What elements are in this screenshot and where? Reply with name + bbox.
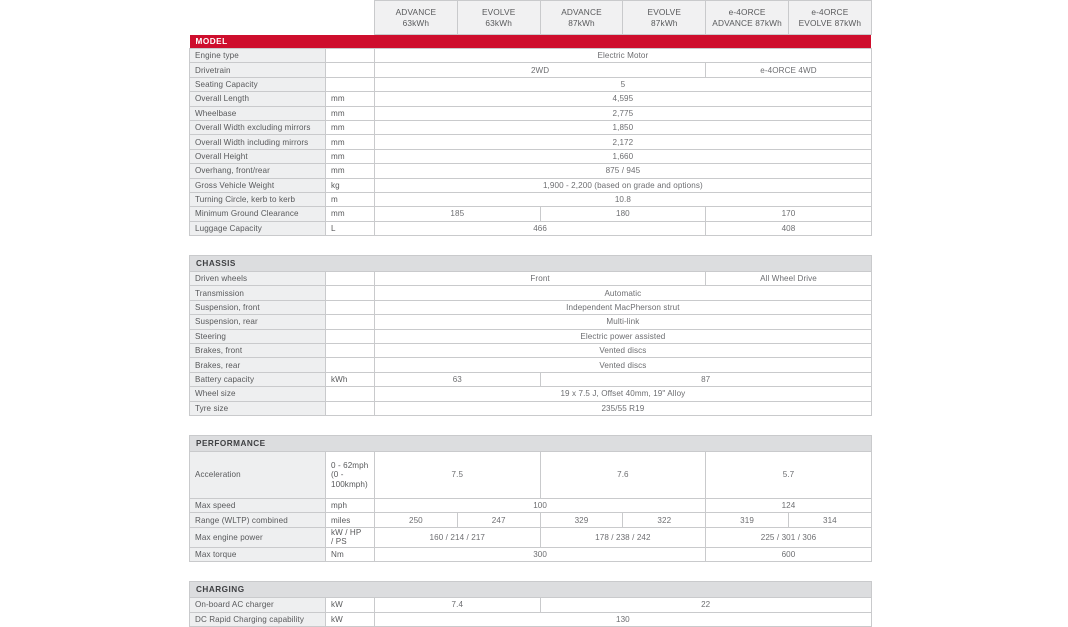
table-row (190, 272, 872, 286)
row-unit-line1: 0 - 62mph (331, 460, 369, 470)
value-cell: 5 (375, 77, 872, 91)
value-cell: 300 (375, 547, 706, 561)
row-unit: mph (326, 498, 375, 512)
table-row (190, 178, 872, 192)
section-gap-cell (190, 562, 872, 582)
row-unit: L (326, 221, 375, 235)
value-cell: Multi-link (375, 315, 872, 329)
row-label: Overall Length (190, 92, 326, 106)
value-cell: 4,595 (375, 92, 872, 106)
row-label: On-board AC charger (190, 598, 326, 612)
table-row (190, 207, 872, 221)
row-unit (326, 329, 375, 343)
row-label: Battery capacity (190, 372, 326, 386)
row-label: Max speed (190, 498, 326, 512)
row-label: Overall Width including mirrors (190, 135, 326, 149)
header-spacer (190, 1, 375, 35)
value-cell: 10.8 (375, 192, 872, 206)
row-label: Suspension, front (190, 300, 326, 314)
value-cell: 180 (540, 207, 706, 221)
value-cell: 314 (788, 513, 871, 527)
value-cell: 170 (706, 207, 872, 221)
row-label: Drivetrain (190, 63, 326, 77)
row-unit: mm (326, 120, 375, 134)
value-cell: 319 (706, 513, 789, 527)
value-cell: Automatic (375, 286, 872, 300)
value-cell: 22 (540, 598, 871, 612)
table-row (190, 451, 872, 498)
value-cell: 875 / 945 (375, 164, 872, 178)
value-cell: 5.7 (706, 451, 872, 498)
row-unit: mm (326, 164, 375, 178)
table-row (190, 221, 872, 235)
column-header-grade: ADVANCE (561, 6, 602, 17)
row-unit (326, 49, 375, 63)
column-header-battery: ADVANCE 87kWh (712, 17, 782, 28)
table-row (190, 612, 872, 626)
table-row (190, 513, 872, 527)
row-label: Steering (190, 329, 326, 343)
row-unit: kW (326, 612, 375, 626)
value-cell: 19 x 7.5 J, Offset 40mm, 19" Alloy (375, 387, 872, 401)
table-row (190, 547, 872, 561)
section-title: CHASSIS (190, 256, 872, 272)
row-unit (326, 401, 375, 415)
row-unit-line2: (0 - 100kmph) (331, 470, 368, 489)
row-unit: Nm (326, 547, 375, 561)
specification-sheet (189, 0, 871, 627)
value-cell: 1,660 (375, 149, 872, 163)
value-cell: 2,172 (375, 135, 872, 149)
row-label: Max torque (190, 547, 326, 561)
row-label: Brakes, rear (190, 358, 326, 372)
table-row (190, 372, 872, 386)
row-label: Minimum Ground Clearance (190, 207, 326, 221)
row-label: Gross Vehicle Weight (190, 178, 326, 192)
row-unit (326, 272, 375, 286)
row-unit: mm (326, 207, 375, 221)
column-header-4 (623, 1, 706, 35)
row-unit: miles (326, 513, 375, 527)
row-label: Seating Capacity (190, 77, 326, 91)
table-row (190, 329, 872, 343)
value-cell: 2,775 (375, 106, 872, 120)
section-gap-cell (190, 415, 872, 435)
value-cell: 160 / 214 / 217 (375, 527, 541, 547)
value-cell: 124 (706, 498, 872, 512)
value-cell: 322 (623, 513, 706, 527)
section-gap (190, 236, 872, 256)
row-unit (326, 358, 375, 372)
row-label: Max engine power (190, 527, 326, 547)
column-header-battery: EVOLVE 87kWh (798, 17, 862, 28)
column-header-grade: EVOLVE (481, 6, 516, 17)
row-unit-line1: kW / HP (331, 527, 362, 537)
row-unit (326, 300, 375, 314)
table-row (190, 120, 872, 134)
row-unit: mm (326, 135, 375, 149)
value-cell: 63 (375, 372, 541, 386)
value-cell: 7.5 (375, 451, 541, 498)
value-cell: 100 (375, 498, 706, 512)
row-label: Turning Circle, kerb to kerb (190, 192, 326, 206)
row-unit (326, 527, 375, 547)
row-label: Engine type (190, 49, 326, 63)
table-row (190, 300, 872, 314)
section-header-performance (190, 435, 872, 451)
section-title: PERFORMANCE (190, 435, 872, 451)
row-label: Acceleration (190, 451, 326, 498)
table-row (190, 149, 872, 163)
value-cell: 225 / 301 / 306 (706, 527, 872, 547)
value-cell: 408 (706, 221, 872, 235)
section-header-chassis (190, 256, 872, 272)
column-header-battery: 87kWh (651, 17, 678, 28)
value-cell: 1,900 - 2,200 (based on grade and options) (375, 178, 872, 192)
section-header-model (190, 35, 872, 49)
row-unit: kg (326, 178, 375, 192)
value-cell: Vented discs (375, 344, 872, 358)
section-gap-cell (190, 236, 872, 256)
specifications-table (189, 0, 872, 627)
column-header-6 (788, 1, 871, 35)
value-cell: 7.6 (540, 451, 706, 498)
row-unit: mm (326, 106, 375, 120)
column-header-1 (375, 1, 458, 35)
section-gap (190, 562, 872, 582)
section-gap (190, 415, 872, 435)
value-cell: 466 (375, 221, 706, 235)
row-unit: kW (326, 598, 375, 612)
row-unit (326, 451, 375, 498)
row-unit (326, 344, 375, 358)
value-cell: 247 (457, 513, 540, 527)
row-label: Tyre size (190, 401, 326, 415)
value-cell: Front (375, 272, 706, 286)
row-unit (326, 63, 375, 77)
section-title: MODEL (190, 35, 872, 49)
section-title: CHARGING (190, 582, 872, 598)
table-row (190, 358, 872, 372)
row-unit (326, 77, 375, 91)
table-row (190, 164, 872, 178)
column-header-grade: EVOLVE (647, 6, 682, 17)
value-cell: 600 (706, 547, 872, 561)
row-unit-line2: / PS (331, 537, 347, 547)
table-row (190, 344, 872, 358)
row-label: Transmission (190, 286, 326, 300)
column-header-battery: 63kWh (402, 17, 430, 28)
row-unit: kWh (326, 372, 375, 386)
section-header-charging (190, 582, 872, 598)
value-cell: 1,850 (375, 120, 872, 134)
row-unit (326, 387, 375, 401)
column-header-grade: ADVANCE (395, 6, 437, 17)
value-cell: e-4ORCE 4WD (706, 63, 872, 77)
value-cell: Electric power assisted (375, 329, 872, 343)
row-label: DC Rapid Charging capability (190, 612, 326, 626)
table-row (190, 286, 872, 300)
table-row (190, 527, 872, 547)
row-label: Luggage Capacity (190, 221, 326, 235)
value-cell: 250 (375, 513, 458, 527)
row-unit: mm (326, 149, 375, 163)
row-label: Overhang, front/rear (190, 164, 326, 178)
table-row (190, 135, 872, 149)
row-label: Brakes, front (190, 344, 326, 358)
row-unit (326, 286, 375, 300)
value-cell: Independent MacPherson strut (375, 300, 872, 314)
column-header-battery: 87kWh (568, 17, 595, 28)
table-row (190, 106, 872, 120)
table-row (190, 387, 872, 401)
row-label: Wheel size (190, 387, 326, 401)
value-cell: 87 (540, 372, 871, 386)
column-header-5 (706, 1, 789, 35)
row-unit (326, 315, 375, 329)
table-row (190, 192, 872, 206)
table-row (190, 49, 872, 63)
value-cell: 130 (375, 612, 872, 626)
column-header-grade: e-4ORCE (728, 6, 766, 17)
row-label: Overall Height (190, 149, 326, 163)
row-label: Range (WLTP) combined (190, 513, 326, 527)
row-unit: m (326, 192, 375, 206)
value-cell: 329 (540, 513, 623, 527)
value-cell: 185 (375, 207, 541, 221)
value-cell: All Wheel Drive (706, 272, 872, 286)
value-cell: Vented discs (375, 358, 872, 372)
value-cell: Electric Motor (375, 49, 872, 63)
row-label: Overall Width excluding mirrors (190, 120, 326, 134)
value-cell: 7.4 (375, 598, 541, 612)
column-header-battery: 63kWh (485, 17, 512, 28)
row-label: Driven wheels (190, 272, 326, 286)
column-header-row (190, 1, 872, 35)
table-row (190, 77, 872, 91)
column-header-3 (540, 1, 623, 35)
column-header-grade: e-4ORCE (811, 6, 849, 17)
table-row (190, 63, 872, 77)
value-cell: 178 / 238 / 242 (540, 527, 706, 547)
row-label: Suspension, rear (190, 315, 326, 329)
value-cell: 2WD (375, 63, 706, 77)
table-row (190, 498, 872, 512)
column-header-2 (457, 1, 540, 35)
row-unit: mm (326, 92, 375, 106)
table-row (190, 401, 872, 415)
value-cell: 235/55 R19 (375, 401, 872, 415)
table-row (190, 92, 872, 106)
table-row (190, 315, 872, 329)
row-label: Wheelbase (190, 106, 326, 120)
